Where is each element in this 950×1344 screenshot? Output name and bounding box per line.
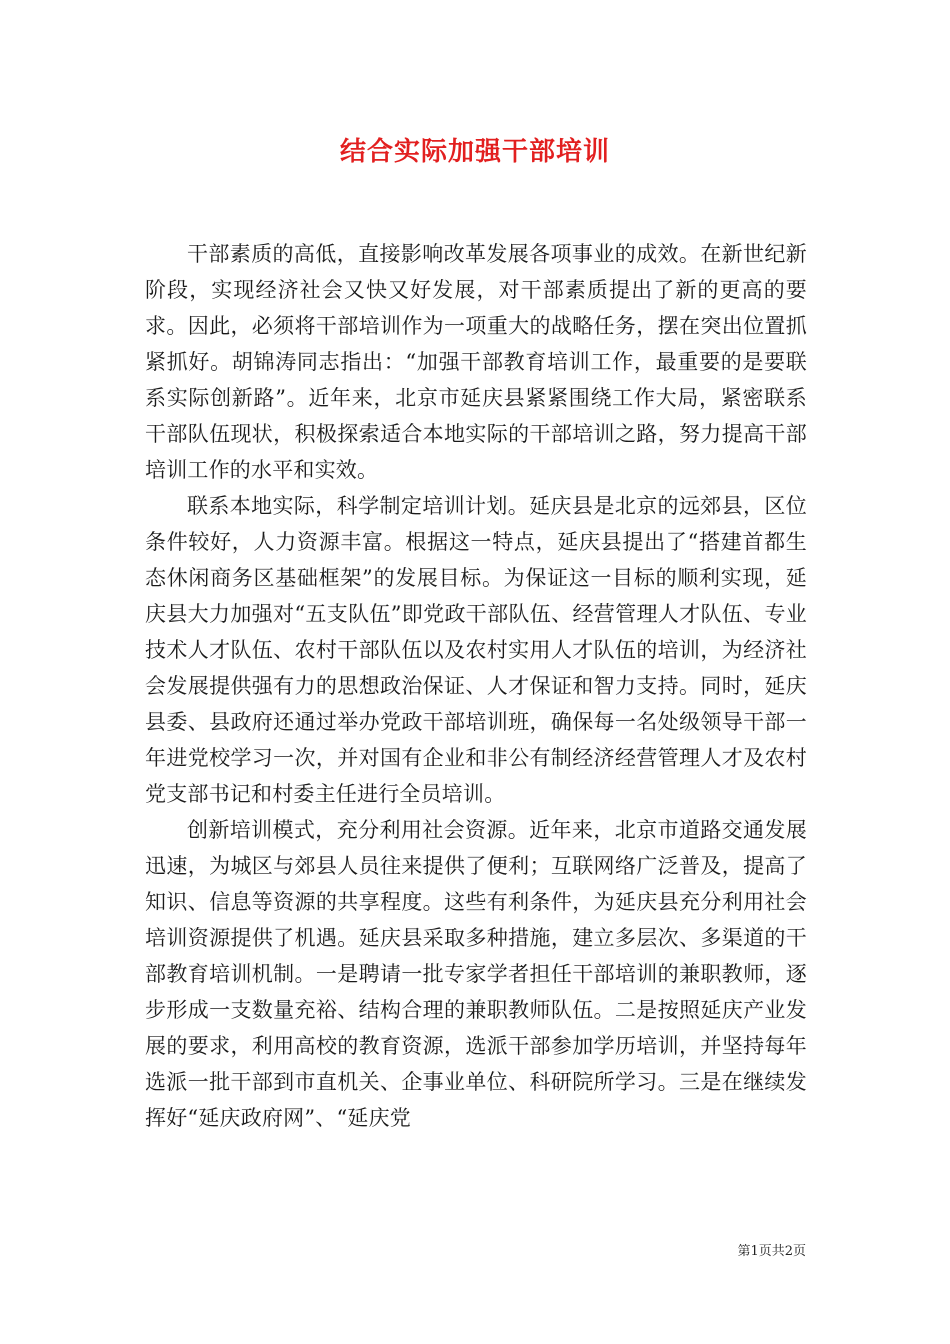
page-footer xyxy=(0,1240,806,1259)
paragraph-training-plan: 联系本地实际，科学制定培训计划。延庆县是北京的远郊县，区位条件较好，人力资源丰富。根据这一特点，延庆县提出了“搭建首都生态休闲商务区基础框架”的发展目标。为保证这一目标的顺利实现，延庆县大力加强对“五支队伍”即党政干部队伍、经营管理人才队伍、专业技术人才队伍、农村干部队伍以及农村实用人才队伍的培训，为经济社会发展提供强有力的思想政治保证、人才保证和智力支持。同时，延庆县委、县政府还通过举办党政干部培训班，确保每一名处级领导干部一年进党校学习一次，并对国有企业和非公有制经济经营管理人才及农村党支部书记和村委主任进行全员培训。 xyxy=(145,494,807,806)
paragraph-training-model: 创新培训模式，充分利用社会资源。近年来，北京市道路交通发展迅速，为城区与郊县人员往来提供了便利；互联网络广泛普及，提高了知识、信息等资源的共享程度。这些有利条件，为延庆县充分利用社会培训资源提供了机遇。延庆县采取多种措施，建立多层次、多渠道的干部教育培训机制。一是聘请一批专家学者担任干部培训的兼职教师，逐步形成一支数量充裕、结构合理的兼职教师队伍。二是按照延庆产业发展的要求，利用高校的教育资源，选派干部参加学历培训，并坚持每年选派一批干部到市直机关、企事业单位、科研院所学习。三是在继续发挥好“延庆政府网”、“延庆党 xyxy=(145,818,807,1130)
page-number-label: 第1页共2页 xyxy=(737,1244,806,1259)
paragraph-intro: 干部素质的高低，直接影响改革发展各项事业的成效。在新世纪新阶段，实现经济社会又快又好发展，对干部素质提出了新的更高的要求。因此，必须将干部培训作为一项重大的战略任务，摆在突出位置抓紧抓好。胡锦涛同志指出：“加强干部教育培训工作，最重要的是要联系实际创新路”。近年来，北京市延庆县紧紧围绕工作大局，紧密联系干部队伍现状，积极探索适合本地实际的干部培训之路，努力提高干部培训工作的水平和实效。 xyxy=(145,242,807,482)
document-title: 结合实际加强干部培训 xyxy=(339,137,610,167)
document-body xyxy=(145,236,807,1136)
